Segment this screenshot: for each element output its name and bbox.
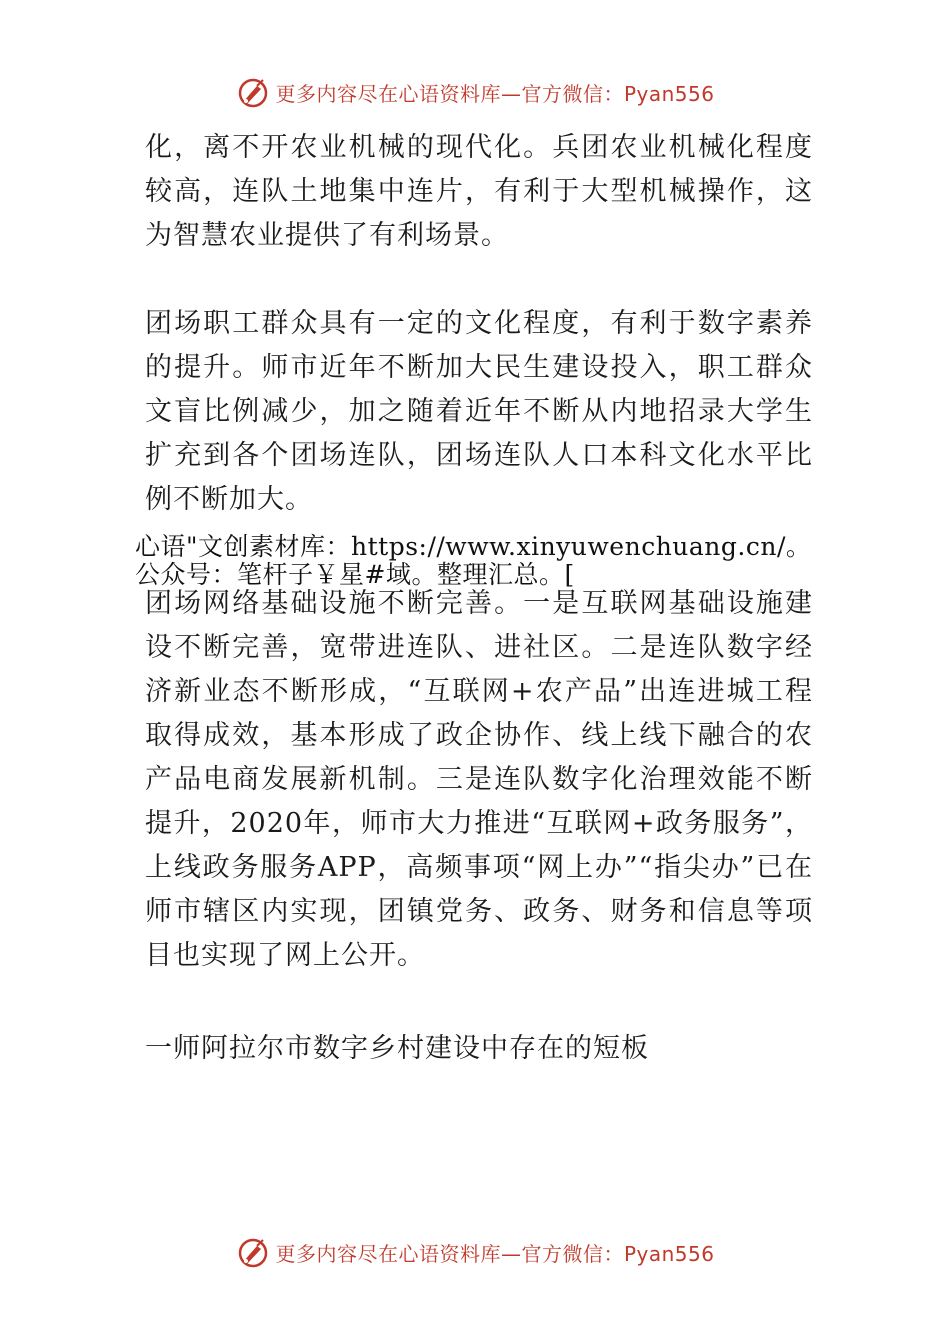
source-note: 心语"文创素材库：https://www.xinyuwenchuang.cn/。公众号：笔杆子￥星#域。整理汇总。[ [135,532,812,589]
document-body-top [145,126,813,522]
watermark-text: 更多内容尽在心语资料库—官方微信：Pyan556 [275,1241,715,1266]
paragraph-education: 团场职工群众具有一定的文化程度，有利于数字素养的提升。师市近年不断加大民生建设投入，职工群众文盲比例减少，加之随着近年不断从内地招录大学生扩充到各个团场连队，团场连队人口本科文化水平比例不断加大。 [145,308,813,515]
watermark-text: 更多内容尽在心语资料库—官方微信：Pyan556 [275,81,715,106]
paragraph-mechanization: 化，离不开农业机械的现代化。兵团农业机械化程度较高，连队土地集中连片，有利于大型机械操作，这为智慧农业提供了有利场景。 [145,132,813,251]
header-watermark [0,72,950,112]
document-body-bottom [145,582,813,978]
paragraph-network: 团场网络基础设施不断完善。一是互联网基础设施建设不断完善，宽带进连队、进社区。二是连队数字经济新业态不断形成，“互联网+农产品”出连进城工程取得成效，基本形成了政企协作、线上线下融合的农产品电商发展新机制。三是连队数字化治理效能不断提升，2020年，师市大力推进“互联网+政务服务”，上线政务服务APP，高频事项“网上办”“指尖办”已在师市辖区内实现，团镇党务、政务、财务和信息等项目也实现了网上公开。 [145,588,813,971]
pen-logo-icon [235,74,271,110]
footer-watermark [0,1232,950,1272]
pen-logo-icon [235,1234,271,1270]
section-heading: 一师阿拉尔市数字乡村建设中存在的短板 [145,1033,649,1064]
